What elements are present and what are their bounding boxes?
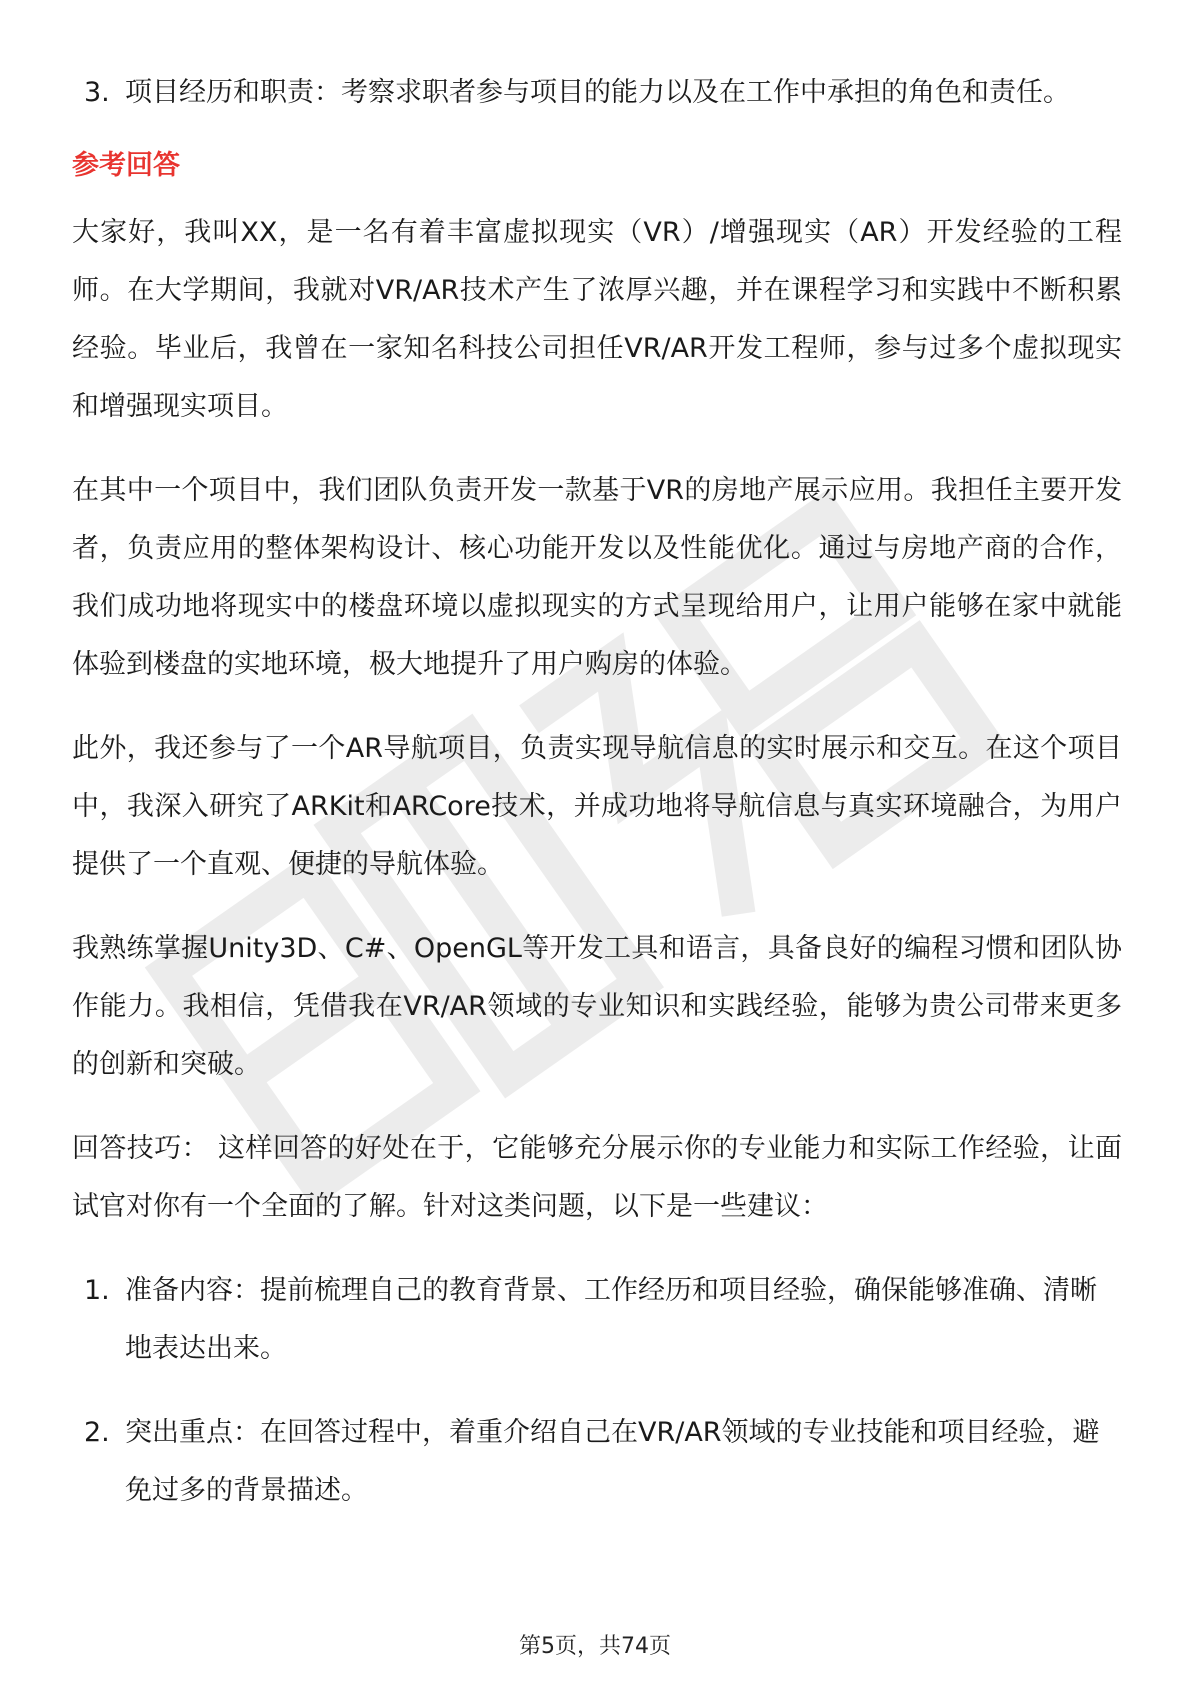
paragraph-tips: 回答技巧： 这样回答的好处在于，它能够充分展示你的专业能力和实际工作经验，让面试官对你有一个全面的了解。针对这类问题，以下是一些建议： bbox=[72, 1133, 1122, 1222]
list-text: 突出重点：在回答过程中，着重介绍自己在VR/AR领域的专业技能和项目经验，避免过多的背景描述。 bbox=[125, 1417, 1100, 1506]
page-footer: 第5页，共74页 bbox=[519, 1634, 671, 1659]
section-heading: 参考回答 bbox=[72, 150, 180, 181]
list-text: 准备内容：提前梳理自己的教育背景、工作经历和项目经验，确保能够准确、清晰地表达出来。 bbox=[125, 1275, 1097, 1364]
paragraph-skills: 我熟练掌握Unity3D、C#、OpenGL等开发工具和语言，具备良好的编程习惯和团队协作能力。我相信，凭借我在VR/AR领域的专业知识和实践经验，能够为贵公司带来更多的创新和突破。 bbox=[72, 933, 1122, 1080]
list-item bbox=[72, 1262, 1122, 1378]
list-number: 2. bbox=[84, 1417, 110, 1448]
list-text: 项目经历和职责：考察求职者参与项目的能力以及在工作中承担的角色和责任。 bbox=[125, 77, 1070, 108]
question-list bbox=[72, 64, 1122, 122]
list-number: 1. bbox=[84, 1275, 110, 1306]
paragraph-vr-project: 在其中一个项目中，我们团队负责开发一款基于VR的房地产展示应用。我担任主要开发者，负责应用的整体架构设计、核心功能开发以及性能优化。通过与房地产商的合作，我们成功地将现实中的楼盘环境以虚拟现实的方式呈现给用户，让用户能够在家中就能体验到楼盘的实地环境，极大地提升了用户购房的体验。 bbox=[72, 475, 1122, 680]
paragraph-ar-project: 此外，我还参与了一个AR导航项目，负责实现导航信息的实时展示和交互。在这个项目中，我深入研究了ARKit和ARCore技术，并成功地将导航信息与真实环境融合，为用户提供了一个直观、便捷的导航体验。 bbox=[72, 733, 1122, 880]
tips-list bbox=[72, 1262, 1122, 1520]
list-number: 3. bbox=[84, 77, 110, 108]
document-content bbox=[72, 64, 1122, 1546]
list-item bbox=[72, 1404, 1122, 1520]
list-item bbox=[72, 64, 1122, 122]
paragraph-intro: 大家好，我叫XX，是一名有着丰富虚拟现实（VR）/增强现实（AR）开发经验的工程师。在大学期间，我就对VR/AR技术产生了浓厚兴趣，并在课程学习和实践中不断积累经验。毕业后，我曾在一家知名科技公司担任VR/AR开发工程师，参与过多个虚拟现实和增强现实项目。 bbox=[72, 217, 1122, 422]
